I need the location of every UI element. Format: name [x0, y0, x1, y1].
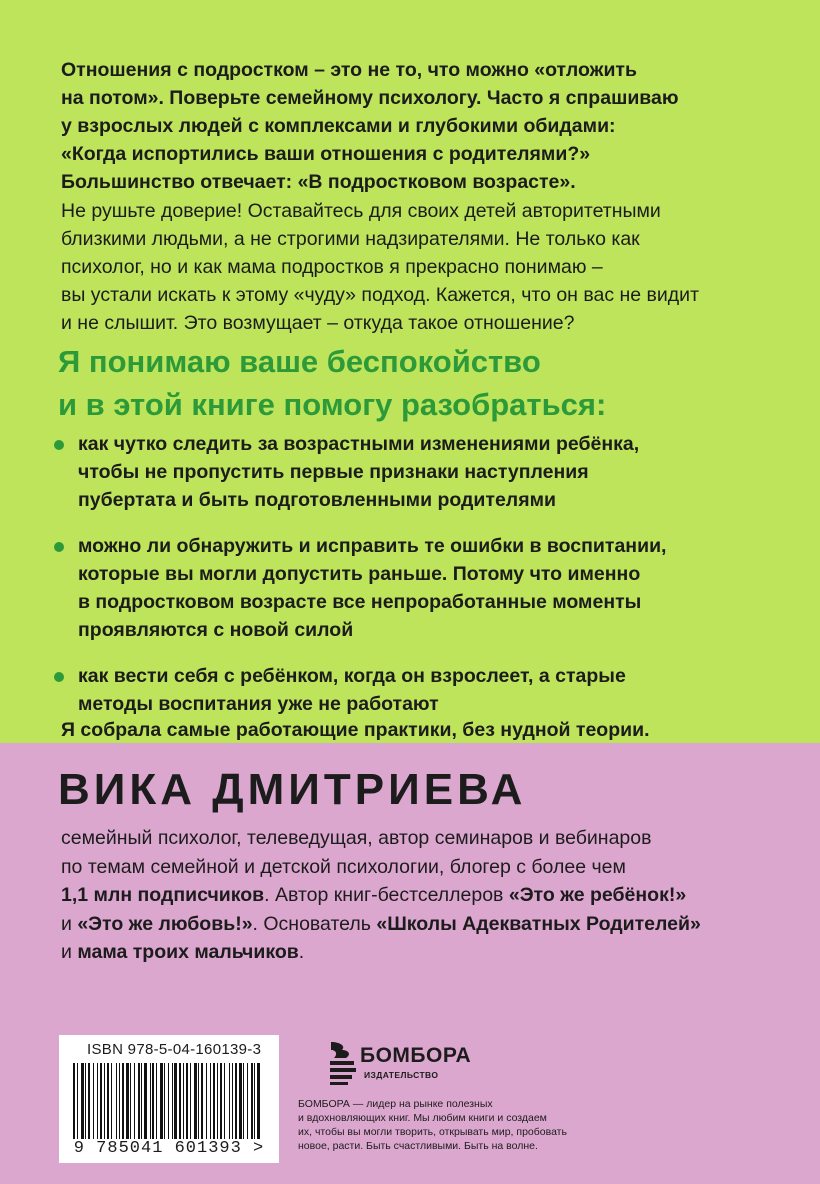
list-item-line: как вести себя с ребёнком, когда он взрослеет, а старые: [78, 665, 626, 687]
barcode-bar: [138, 1063, 140, 1139]
bio-text: . Автор книг-бестселлеров: [264, 884, 509, 906]
section-heading: [58, 340, 788, 426]
bombora-wave-icon: [328, 1040, 358, 1086]
barcode-bar: [174, 1063, 177, 1139]
barcode-bar: [190, 1063, 191, 1139]
barcode-bar: [183, 1063, 184, 1139]
paragraph-line: вы устали искать к этому «чуду» подход. Кажется, что он вас не видит: [61, 284, 700, 306]
barcode-bar: [257, 1063, 260, 1139]
barcode-number: 9 785041 601393 >: [73, 1139, 265, 1158]
list-item-line: пубертата и быть подготовленными родителями: [78, 489, 556, 511]
publisher-description: [298, 1097, 628, 1153]
barcode-bar: [232, 1063, 233, 1139]
barcode-bar: [235, 1063, 237, 1139]
bullet-dot-icon: [54, 542, 64, 552]
barcode-bar: [81, 1063, 84, 1139]
barcode-bar: [144, 1063, 147, 1139]
barcode-bar: [111, 1063, 112, 1139]
publisher-line: и вдохновляющих книг. Мы любим книги и создаем: [298, 1112, 547, 1124]
list-item-line: чтобы не пропустить первые признаки наступления: [78, 461, 589, 483]
barcode-bar: [198, 1063, 199, 1139]
barcode-bar: [164, 1063, 165, 1139]
benefits-list: [52, 430, 782, 736]
heading-line: и в этой книге помогу разобраться:: [58, 387, 607, 422]
paragraph-line: психолог, но и как мама подростков я прекрасно понимаю –: [61, 256, 603, 278]
barcode-bar: [85, 1063, 86, 1139]
barcode-bar: [126, 1063, 129, 1139]
barcode-bar: [93, 1063, 94, 1139]
author-name: ВИКА ДМИТРИЕВА: [58, 765, 527, 814]
intro-text: [61, 56, 781, 196]
barcode-bar: [206, 1063, 207, 1139]
paragraph-line: близкими людьми, а не строгими надзирателями. Не только как: [61, 228, 640, 250]
bullet-dot-icon: [54, 672, 64, 682]
list-item-line: методы воспитания уже не работают: [78, 693, 439, 715]
intro-line: у взрослых людей с комплексами и глубокими обидами:: [61, 115, 616, 137]
barcode-bar: [88, 1063, 90, 1139]
barcode-bar: [224, 1063, 225, 1139]
barcode-bar: [213, 1063, 215, 1139]
barcode-bar: [239, 1063, 242, 1139]
publisher-logo-subtitle: ИЗДАТЕЛЬСТВО: [364, 1070, 439, 1080]
publisher-logo: [328, 1040, 478, 1090]
list-item: [52, 662, 782, 718]
barcode-bar: [179, 1063, 181, 1139]
barcode-bar: [220, 1063, 222, 1139]
barcode-bar: [210, 1063, 211, 1139]
publisher-line: их, чтобы вы могли творить, открывать мир, пробовать: [298, 1126, 567, 1138]
barcode-bar: [194, 1063, 197, 1139]
barcode-bar: [122, 1063, 124, 1139]
paragraph-line: и не слышит. Это возмущает – откуда такое отношение?: [61, 312, 575, 334]
barcode-bar: [168, 1063, 169, 1139]
barcode-bar: [247, 1063, 248, 1139]
barcode-bar: [251, 1063, 253, 1139]
body-paragraph: [61, 197, 781, 337]
intro-line: Отношения с подростком – это не то, что можно «отложить: [61, 59, 637, 81]
barcode-bar: [243, 1063, 244, 1139]
barcode-bar: [156, 1063, 157, 1139]
barcode-bar: [160, 1063, 163, 1139]
barcode-bar: [119, 1063, 120, 1139]
list-item: [52, 532, 782, 644]
intro-line: на потом». Поверьте семейному психологу. Часто я спрашиваю: [61, 87, 679, 109]
school-name: «Школы Адекватных Родителей»: [376, 912, 701, 935]
list-item: [52, 430, 782, 514]
barcode-box: [59, 1035, 279, 1163]
barcode-bar: [73, 1063, 75, 1139]
intro-line: «Когда испортились ваши отношения с родителями?»: [61, 143, 591, 165]
barcode-bar: [107, 1063, 109, 1139]
barcode-bar: [150, 1063, 151, 1139]
list-item-line: как чутко следить за возрастными изменениями ребёнка,: [78, 433, 640, 455]
publisher-line: новое, расти. Быть счастливыми. Быть на волне.: [298, 1140, 538, 1152]
barcode-bar: [130, 1063, 131, 1139]
list-item-line: проявляются с новой силой: [78, 619, 354, 641]
barcode-bar: [172, 1063, 173, 1139]
bio-text: . Основатель: [252, 912, 377, 935]
list-item-line: в подростковом возрасте все непроработанные моменты: [78, 591, 642, 613]
bio-highlight: мама троих мальчиков: [77, 941, 299, 963]
barcode-bar: [217, 1063, 218, 1139]
barcode-bar: [116, 1063, 117, 1139]
list-item-line: которые вы могли допустить раньше. Потому что именно: [78, 563, 641, 585]
author-bio: [61, 824, 781, 967]
publisher-logo-name: БОМБОРА: [360, 1044, 472, 1067]
bio-text: .: [298, 941, 305, 963]
subscribers-count: 1,1 млн подписчиков: [61, 884, 265, 906]
closing-statement: Я собрала самые работающие практики, без нудной теории.: [61, 719, 650, 741]
heading-line: Я понимаю ваше беспокойство: [58, 344, 541, 379]
publisher-line: БОМБОРА — лидер на рынке полезных: [298, 1098, 493, 1110]
bio-line: по темам семейной и детской психологии, блогер с более чем: [61, 855, 626, 878]
bio-text: и: [61, 941, 78, 963]
bio-text: и: [61, 912, 78, 935]
barcode-bar: [141, 1063, 142, 1139]
barcode-bars: [71, 1063, 267, 1139]
book-title: «Это же ребёнок!»: [508, 884, 687, 906]
book-title: «Это же любовь!»: [77, 912, 253, 935]
barcode-bar: [152, 1063, 154, 1139]
list-item-line: можно ли обнаружить и исправить те ошибки в воспитании,: [78, 535, 667, 557]
bio-line: семейный психолог, телеведущая, автор семинаров и вебинаров: [61, 827, 652, 849]
bullet-dot-icon: [54, 440, 64, 450]
isbn-label: ISBN 978-5-04-160139-3: [87, 1041, 262, 1058]
barcode-bar: [97, 1063, 98, 1139]
barcode-bar: [77, 1063, 78, 1139]
barcode-bar: [201, 1063, 203, 1139]
barcode-bar: [186, 1063, 188, 1139]
barcode-bar: [254, 1063, 255, 1139]
paragraph-line: Не рушьте доверие! Оставайтесь для своих детей авторитетными: [61, 200, 661, 222]
intro-line: Большинство отвечает: «В подростковом возрасте».: [61, 171, 576, 193]
barcode-bar: [229, 1063, 230, 1139]
barcode-bar: [100, 1063, 102, 1139]
barcode-bar: [134, 1063, 135, 1139]
barcode-bar: [104, 1063, 105, 1139]
